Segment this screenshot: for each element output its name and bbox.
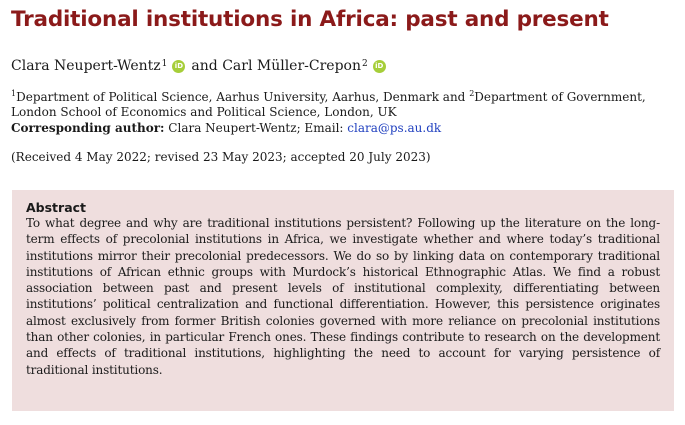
orcid-icon[interactable]: iD xyxy=(172,60,185,73)
affil-1-text: Department of Political Science, Aarhus University, Aarhus, Denmark and xyxy=(16,90,470,104)
abstract-body: To what degree and why are traditional institutions persistent? Following up the literature on the long-term effects of precolonial institutions in Africa, we investigate whether and where today’s traditional institutions mirror their precolonial predecessors. We do so by linking data on contemporary traditional institutions of African ethnic groups with Murdock’s historical Ethnographic Atlas. We find a robust association between past and present levels of institutional complexity, differentiating between institutions’ political centralization and functional differentiation. However, this persistence originates almost exclusively from former British colonies governed with more reliance on precolonial institutions than other colonies, in particular French ones. These findings contribute to research on the development and effects of traditional institutions, highlighting the need to account for varying persistence of traditional institutions. xyxy=(26,216,660,377)
affil-2-text: Department of Government, London School of Economics and Political Science, London, UK xyxy=(11,90,646,119)
author-line xyxy=(11,58,392,74)
corresponding-label: Corresponding author: xyxy=(11,121,165,135)
abstract-heading: Abstract xyxy=(26,200,87,215)
corresponding-author xyxy=(11,121,441,136)
affil-2-sup: 2 xyxy=(469,89,475,98)
author-1-affil-sup: 1 xyxy=(161,59,168,69)
author-1-name: Clara Neupert-Wentz xyxy=(11,58,161,74)
orcid-icon[interactable]: iD xyxy=(373,60,386,73)
email-link[interactable]: clara@ps.au.dk xyxy=(347,121,442,135)
affil-1-sup: 1 xyxy=(11,89,17,98)
paper-title: Traditional institutions in Africa: past and present xyxy=(11,7,609,32)
abstract-box xyxy=(12,190,674,411)
received-dates: (Received 4 May 2022; revised 23 May 2023; accepted 20 July 2023) xyxy=(11,150,431,164)
author-2-name: Carl Müller-Crepon xyxy=(222,58,361,74)
author-conjunction: and xyxy=(191,58,218,74)
affiliations xyxy=(11,86,676,120)
corresponding-text: Clara Neupert-Wentz; Email: xyxy=(164,121,348,135)
author-2-affil-sup: 2 xyxy=(361,59,368,69)
